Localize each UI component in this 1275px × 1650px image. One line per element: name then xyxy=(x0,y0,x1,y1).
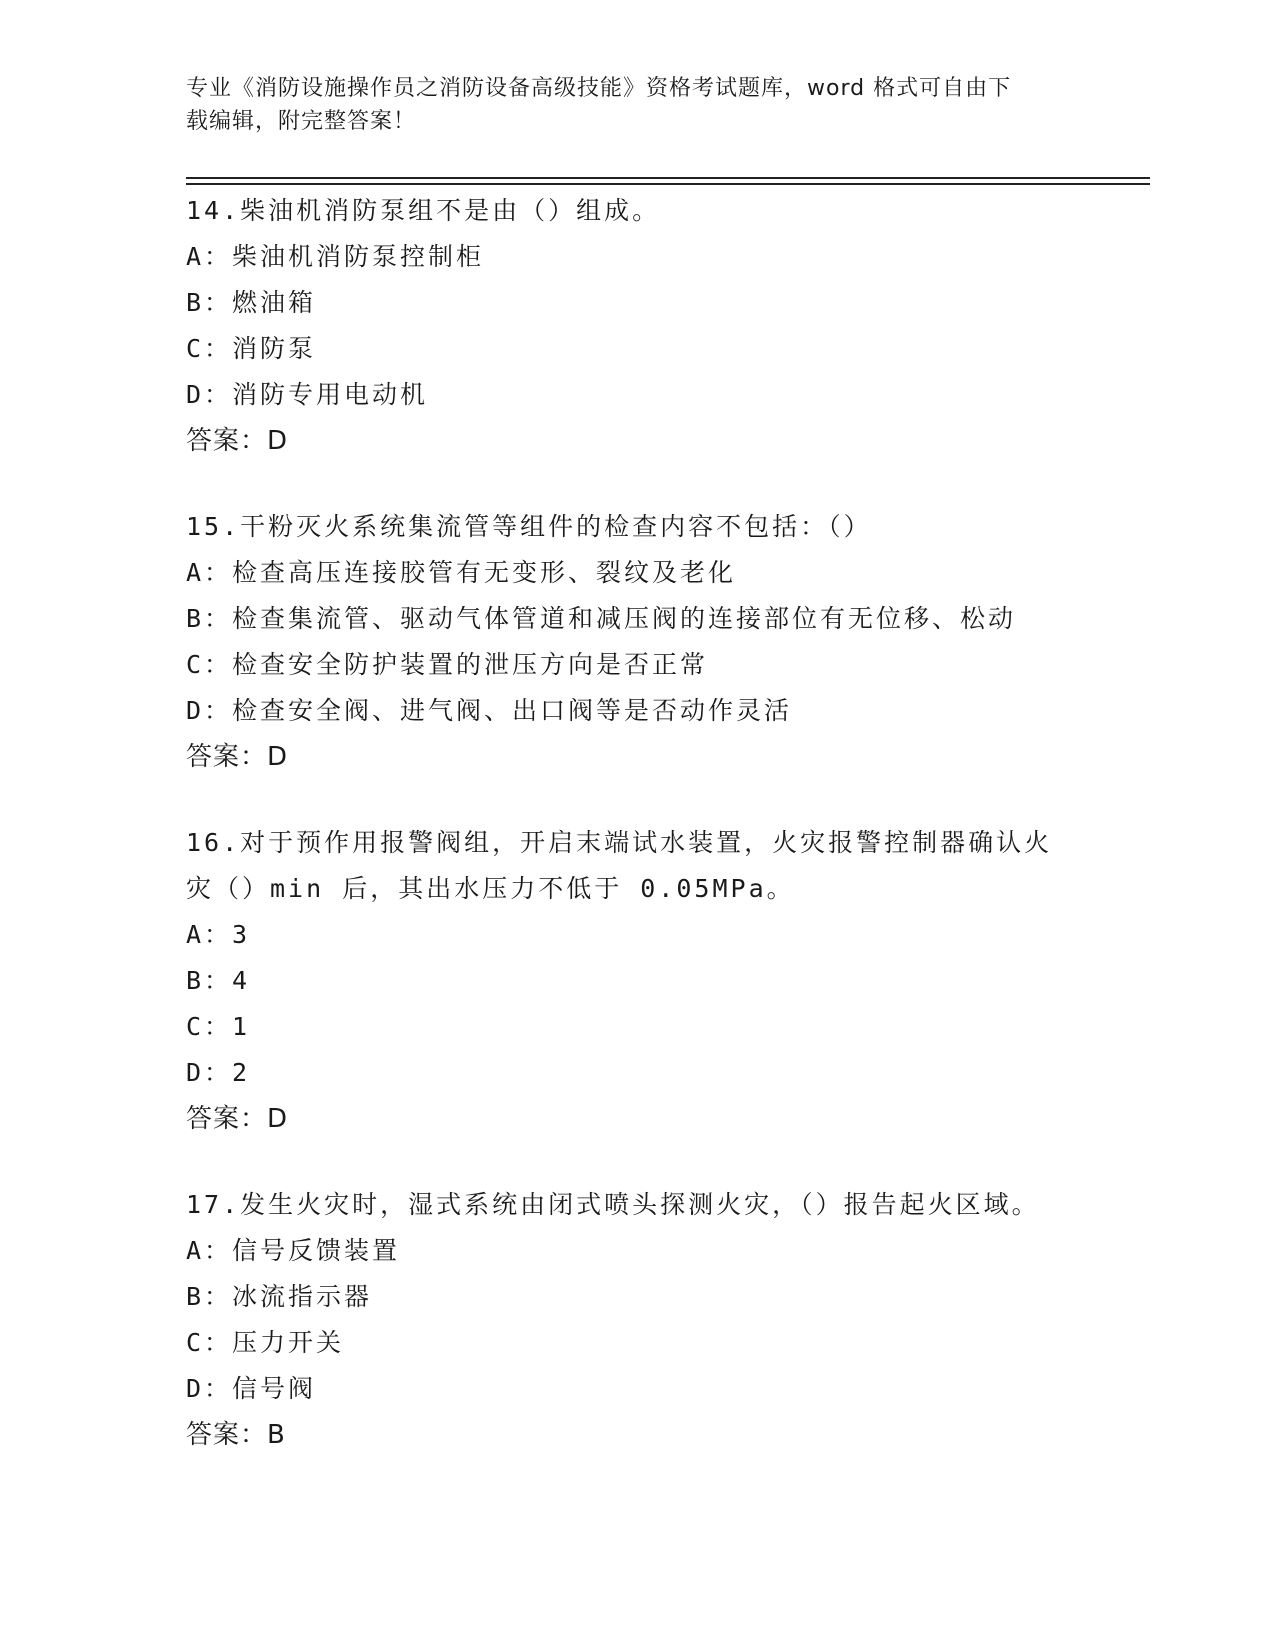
question-text: 17.发生火灾时，湿式系统由闭式喷头探测火灾，（）报告起火区域。 xyxy=(186,1190,1040,1219)
option-b: B：冰流指示器 xyxy=(186,1282,373,1311)
question-text-continued: 灾（）min 后，其出水压力不低于 0.05MPa。 xyxy=(186,874,795,903)
question-list xyxy=(186,188,1186,1498)
question-item xyxy=(186,504,1186,780)
answer-line: 答案：B xyxy=(186,1420,286,1450)
question-item xyxy=(186,1182,1186,1458)
question-text: 16.对于预作用报警阀组，开启末端试水装置，火灾报警控制器确认火 xyxy=(186,828,1053,857)
intro-line: 专业《消防设施操作员之消防设备高级技能》资格考试题库，word 格式可自由下 xyxy=(186,76,1012,101)
option-d: D：2 xyxy=(186,1058,251,1087)
header-divider xyxy=(186,177,1150,179)
option-a: A：信号反馈装置 xyxy=(186,1236,401,1265)
document-intro xyxy=(186,72,1086,138)
intro-line: 载编辑，附完整答案！ xyxy=(186,109,417,134)
option-c: C：检查安全防护装置的泄压方向是否正常 xyxy=(186,650,709,679)
option-c: C：1 xyxy=(186,1012,251,1041)
question-item xyxy=(186,188,1186,464)
option-b: B：检查集流管、驱动气体管道和减压阀的连接部位有无位移、松动 xyxy=(186,604,1017,633)
question-item xyxy=(186,820,1186,1142)
question-text: 15.干粉灭火系统集流管等组件的检查内容不包括：（） xyxy=(186,512,872,541)
answer-line: 答案：D xyxy=(186,426,289,456)
option-a: A：3 xyxy=(186,920,251,949)
header-divider xyxy=(186,183,1150,185)
answer-line: 答案：D xyxy=(186,1104,289,1134)
answer-line: 答案：D xyxy=(186,742,289,772)
option-b: B：燃油箱 xyxy=(186,288,317,317)
question-text: 14.柴油机消防泵组不是由（）组成。 xyxy=(186,196,661,225)
option-b: B：4 xyxy=(186,966,251,995)
option-d: D：消防专用电动机 xyxy=(186,380,429,409)
option-d: D：信号阀 xyxy=(186,1374,317,1403)
option-a: A：柴油机消防泵控制柜 xyxy=(186,242,485,271)
option-a: A：检查高压连接胶管有无变形、裂纹及老化 xyxy=(186,558,737,587)
option-d: D：检查安全阀、进气阀、出口阀等是否动作灵活 xyxy=(186,696,793,725)
option-c: C：消防泵 xyxy=(186,334,317,363)
option-c: C：压力开关 xyxy=(186,1328,345,1357)
